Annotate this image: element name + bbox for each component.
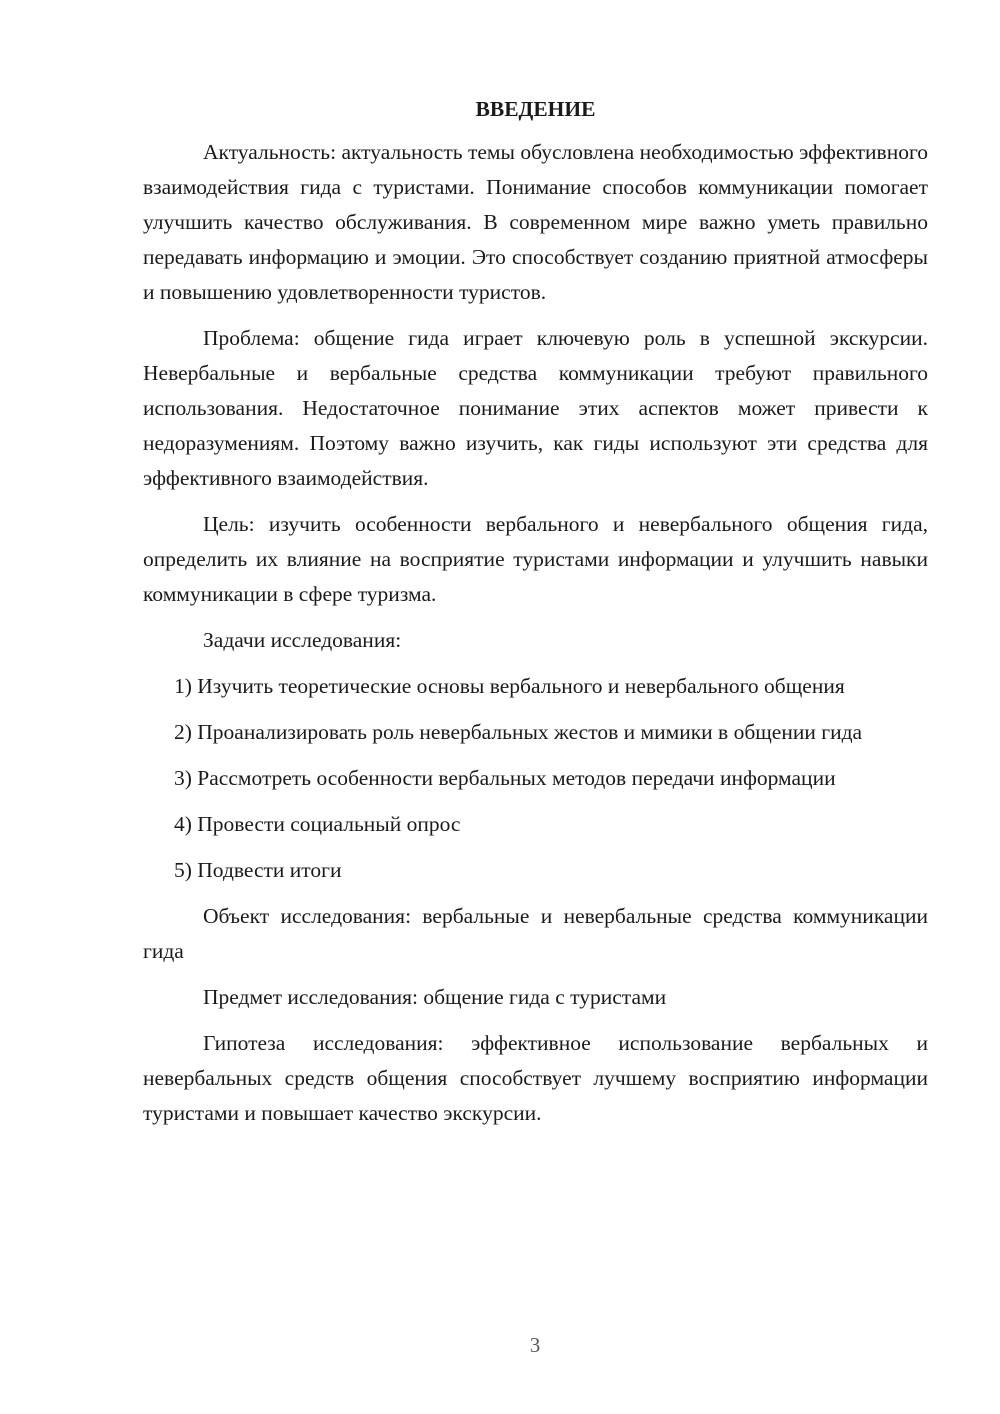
task-item-2: 2) Проанализировать роль невербальных жестов и мимики в общении гида bbox=[174, 720, 863, 744]
task-item-4: 4) Провести социальный опрос bbox=[174, 812, 461, 836]
tasks-heading: Задачи исследования: bbox=[203, 628, 402, 652]
paragraph-problem: Проблема: общение гида играет ключевую роль в успешной экскурсии. Невербальные и вербальные средства коммуникации требуют правильного использования. Недостаточное понимание этих аспектов может привести к недоразумениям. Поэтому важно изучить, как гиды используют эти средства для эффективного взаимодействия. bbox=[143, 326, 928, 490]
task-item-1: 1) Изучить теоретические основы вербального и невербального общения bbox=[174, 674, 845, 698]
document-page bbox=[143, 92, 928, 1142]
paragraph-object: Объект исследования: вербальные и невербальные средства коммуникации гида bbox=[143, 904, 928, 963]
paragraph-goal: Цель: изучить особенности вербального и невербального общения гида, определить их влияние на восприятие туристами информации и улучшить навыки коммуникации в сфере туризма. bbox=[143, 512, 928, 606]
task-item-3: 3) Рассмотреть особенности вербальных методов передачи информации bbox=[174, 766, 836, 790]
paragraph-subject: Предмет исследования: общение гида с туристами bbox=[203, 985, 667, 1009]
task-item-5: 5) Подвести итоги bbox=[174, 858, 342, 882]
page-title: ВВЕДЕНИЕ bbox=[475, 97, 596, 121]
paragraph-relevance: Актуальность: актуальность темы обусловлена необходимостью эффективного взаимодействия гида с туристами. Понимание способов коммуникации помогает улучшить качество обслуживания. В современном мире важно уметь правильно передавать информацию и эмоции. Это способствует созданию приятной атмосферы и повышению удовлетворенности туристов. bbox=[143, 140, 928, 304]
paragraph-hypothesis: Гипотеза исследования: эффективное использование вербальных и невербальных средств общения способствует лучшему восприятию информации туристами и повышает качество экскурсии. bbox=[143, 1031, 928, 1125]
page-number: 3 bbox=[529, 1333, 541, 1357]
